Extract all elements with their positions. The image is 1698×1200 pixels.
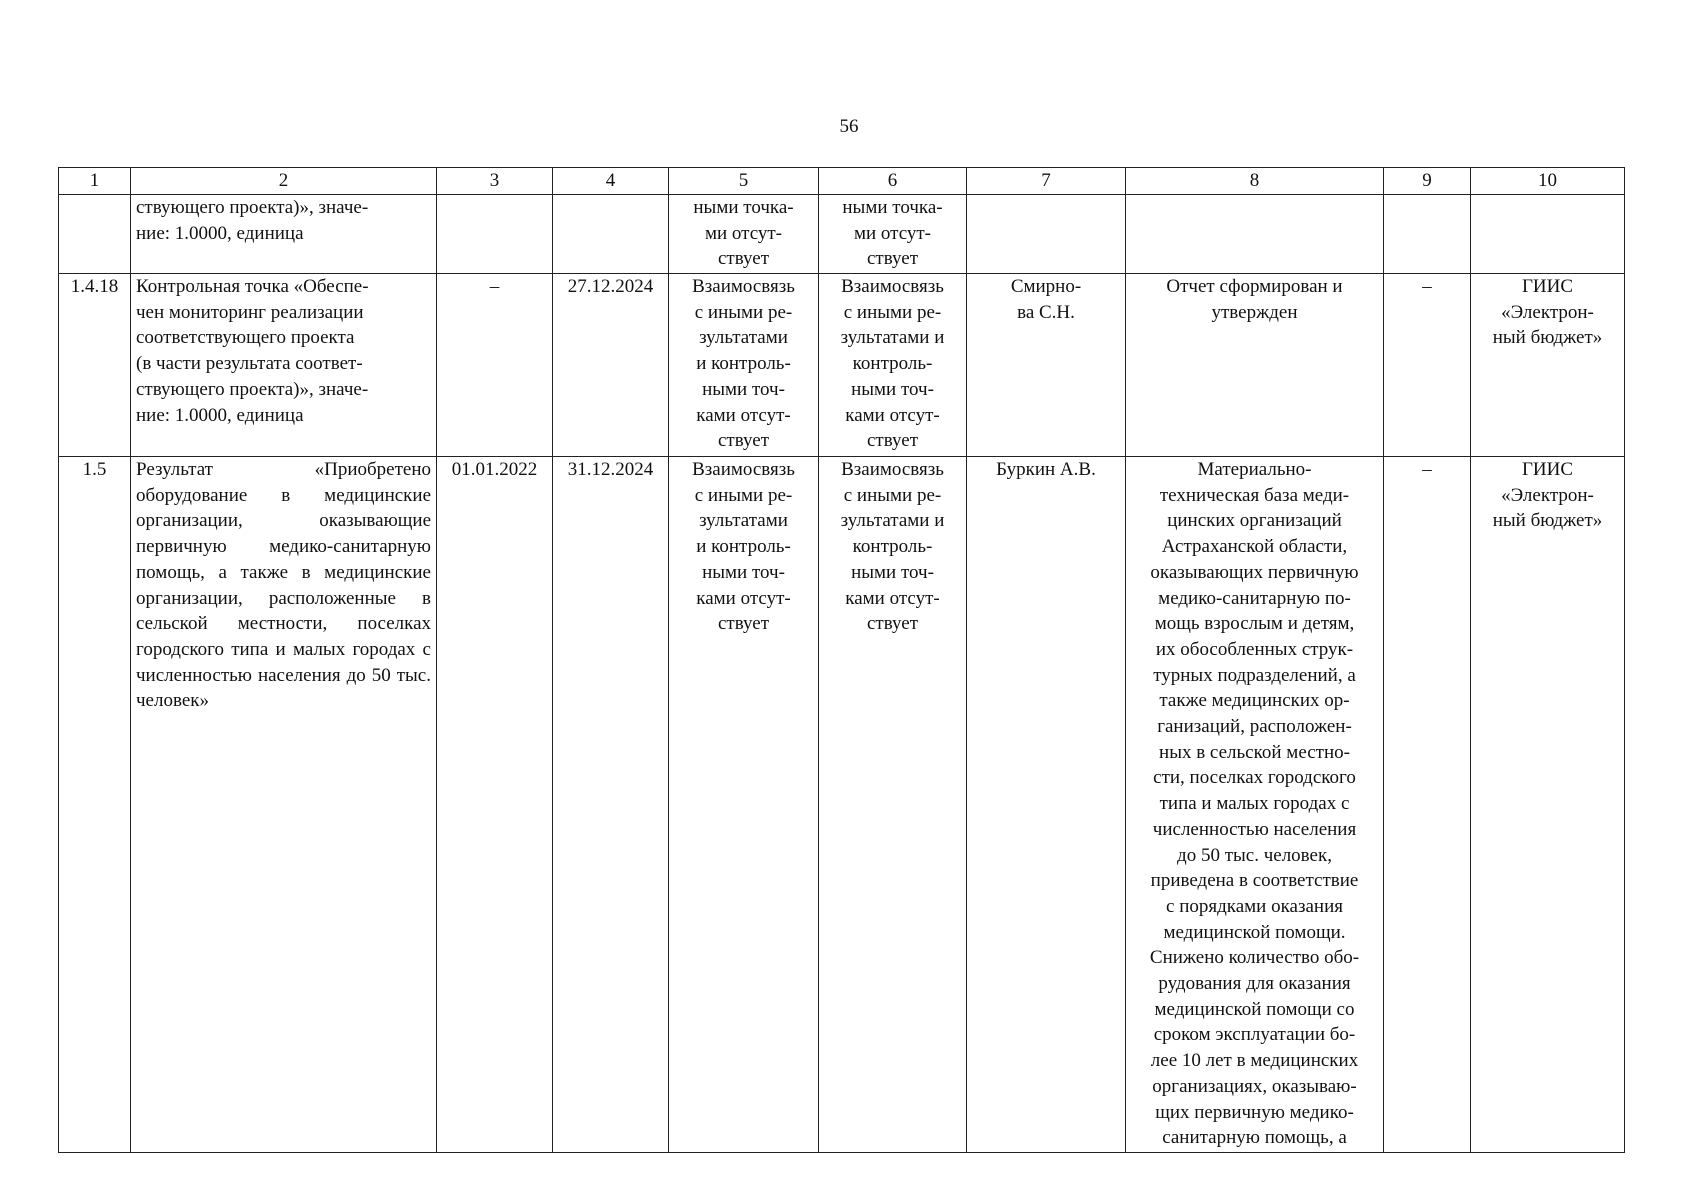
row-link-next: Взаимосвязь с иными ре- зультатами и контроль- ными точ- ками отсут- ствует [819, 457, 967, 1153]
header-row [59, 168, 1625, 195]
row-col9 [1384, 195, 1471, 274]
row-link-prev: Взаимосвязь с иными ре- зультатами и контроль- ными точ- ками отсут- ствует [669, 274, 819, 457]
row-responsible [967, 195, 1126, 274]
row-link-next: ными точка- ми отсут- ствует [819, 195, 967, 274]
page-number: 56 [839, 116, 859, 137]
row-col9: – [1384, 274, 1471, 457]
column-header: 10 [1471, 168, 1625, 195]
column-header: 9 [1384, 168, 1471, 195]
row-end-date [553, 195, 669, 274]
column-header: 5 [669, 168, 819, 195]
row-name: Результат «Приобретено оборудование в медицинские организации, оказывающие первичную медико-санитарную помощь, а также в медицинские организации, расположенные в сельской местности, поселках городского типа и малых городах с численностью населения до 50 тыс. человек» [131, 457, 437, 1153]
row-name: ствующего проекта)», значе- ние: 1.0000, единица [131, 195, 437, 274]
row-end-date: 31.12.2024 [553, 457, 669, 1153]
row-start-date: – [437, 274, 553, 457]
row-system: ГИИС «Электрон- ный бюджет» [1471, 274, 1625, 457]
row-result [1126, 195, 1384, 274]
row-responsible: Буркин А.В. [967, 457, 1126, 1153]
row-result: Материально- техническая база меди- цинских организаций Астраханской области, оказывающих первичную медико-санитарную по- мощь взрослым и детям, их обособленных струк- турных подразделений, а также медицинских ор- ганизаций, расположен- ных в сельской местно- сти, поселках городского типа и малых городах с численностью населения до 50 тыс. человек, приведена в соответствие с порядками оказания медицинской помощи. Снижено количество обо- рудования для оказания медицинской помощи со сроком эксплуатации бо- лее 10 лет в медицинских организациях, оказываю- щих первичную медико- санитарную помощь, а [1126, 457, 1384, 1153]
table-row [59, 274, 1625, 457]
row-start-date: 01.01.2022 [437, 457, 553, 1153]
column-header: 4 [553, 168, 669, 195]
row-result: Отчет сформирован и утвержден [1126, 274, 1384, 457]
column-header: 8 [1126, 168, 1384, 195]
table-row [59, 195, 1625, 274]
row-col9: – [1384, 457, 1471, 1153]
row-link-prev: Взаимосвязь с иными ре- зультатами и контроль- ными точ- ками отсут- ствует [669, 457, 819, 1153]
column-header: 1 [59, 168, 131, 195]
row-number [59, 195, 131, 274]
row-number: 1.5 [59, 457, 131, 1153]
column-header: 2 [131, 168, 437, 195]
column-header: 3 [437, 168, 553, 195]
row-number: 1.4.18 [59, 274, 131, 457]
row-responsible: Смирно- ва С.Н. [967, 274, 1126, 457]
table-row [59, 457, 1625, 1153]
row-system: ГИИС «Электрон- ный бюджет» [1471, 457, 1625, 1153]
row-link-next: Взаимосвязь с иными ре- зультатами и контроль- ными точ- ками отсут- ствует [819, 274, 967, 457]
row-start-date [437, 195, 553, 274]
row-link-prev: ными точка- ми отсут- ствует [669, 195, 819, 274]
row-system [1471, 195, 1625, 274]
column-header: 7 [967, 168, 1126, 195]
plan-table [58, 167, 1625, 1153]
row-end-date: 27.12.2024 [553, 274, 669, 457]
row-name: Контрольная точка «Обеспе- чен мониторинг реализации соответствующего проекта (в части результата соответ- ствующего проекта)», значе- ние: 1.0000, единица [131, 274, 437, 457]
column-header: 6 [819, 168, 967, 195]
